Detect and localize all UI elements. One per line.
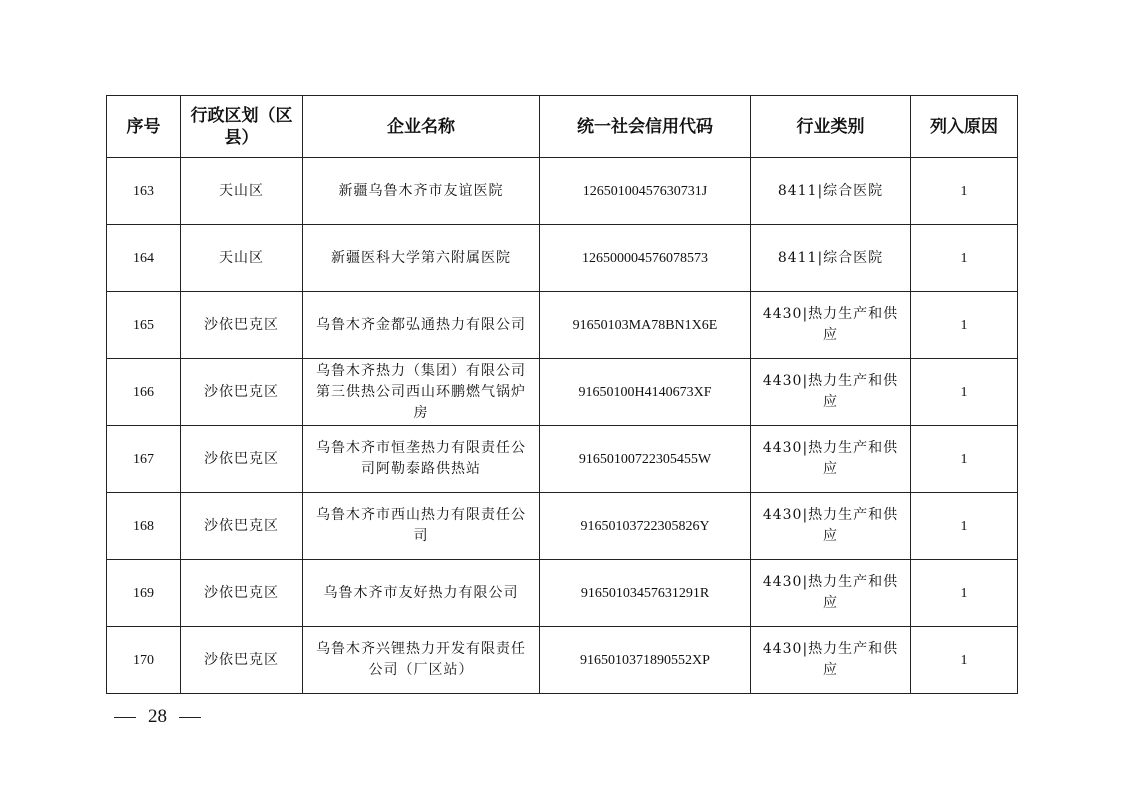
row-reason: 1 [911, 158, 1018, 225]
table-row [107, 493, 1018, 560]
row-industry: 4430|热力生产和供应 [751, 359, 911, 426]
row-industry: 8411|综合医院 [751, 225, 911, 292]
header-index: 序号 [107, 96, 181, 158]
row-index: 169 [107, 560, 181, 627]
row-reason: 1 [911, 225, 1018, 292]
row-credit-code: 91650100722305455W [540, 426, 751, 493]
row-credit-code: 12650100457630731J [540, 158, 751, 225]
row-company: 新疆乌鲁木齐市友谊医院 [303, 158, 540, 225]
row-reason: 1 [911, 426, 1018, 493]
page-number: 28 [148, 706, 167, 727]
row-company: 乌鲁木齐兴锂热力开发有限责任公司（厂区站） [303, 627, 540, 694]
footer-dash-right [179, 717, 201, 718]
table-row [107, 292, 1018, 359]
row-district: 天山区 [181, 225, 303, 292]
row-index: 166 [107, 359, 181, 426]
row-reason: 1 [911, 292, 1018, 359]
table-row [107, 426, 1018, 493]
row-reason: 1 [911, 359, 1018, 426]
row-district: 沙依巴克区 [181, 359, 303, 426]
row-district: 沙依巴克区 [181, 560, 303, 627]
row-industry: 4430|热力生产和供应 [751, 292, 911, 359]
row-credit-code: 91650103457631291R [540, 560, 751, 627]
row-credit-code: 91650100H4140673XF [540, 359, 751, 426]
table-header-row [107, 96, 1018, 158]
row-company: 新疆医科大学第六附属医院 [303, 225, 540, 292]
table-row [107, 560, 1018, 627]
row-district: 沙依巴克区 [181, 627, 303, 694]
row-district: 沙依巴克区 [181, 426, 303, 493]
row-credit-code: 9165010371890552XP [540, 627, 751, 694]
row-index: 167 [107, 426, 181, 493]
header-company: 企业名称 [303, 96, 540, 158]
row-index: 170 [107, 627, 181, 694]
row-company: 乌鲁木齐市西山热力有限责任公司 [303, 493, 540, 560]
footer-dash-left [114, 717, 136, 718]
row-district: 沙依巴克区 [181, 493, 303, 560]
row-industry: 8411|综合医院 [751, 158, 911, 225]
row-credit-code: 91650103722305826Y [540, 493, 751, 560]
row-district: 沙依巴克区 [181, 292, 303, 359]
row-index: 165 [107, 292, 181, 359]
row-industry: 4430|热力生产和供应 [751, 627, 911, 694]
row-district: 天山区 [181, 158, 303, 225]
header-industry: 行业类别 [751, 96, 911, 158]
row-industry: 4430|热力生产和供应 [751, 493, 911, 560]
row-index: 168 [107, 493, 181, 560]
header-district: 行政区划（区县） [181, 96, 303, 158]
row-company: 乌鲁木齐金都弘通热力有限公司 [303, 292, 540, 359]
row-reason: 1 [911, 493, 1018, 560]
header-reason: 列入原因 [911, 96, 1018, 158]
enterprise-table [106, 95, 1018, 694]
row-company: 乌鲁木齐市恒垄热力有限责任公司阿勒泰路供热站 [303, 426, 540, 493]
row-company: 乌鲁木齐市友好热力有限公司 [303, 560, 540, 627]
row-index: 163 [107, 158, 181, 225]
row-reason: 1 [911, 560, 1018, 627]
table-row [107, 627, 1018, 694]
row-industry: 4430|热力生产和供应 [751, 560, 911, 627]
row-industry: 4430|热力生产和供应 [751, 426, 911, 493]
page-footer [114, 706, 201, 728]
table-row [107, 225, 1018, 292]
header-credit-code: 统一社会信用代码 [540, 96, 751, 158]
row-credit-code: 91650103MA78BN1X6E [540, 292, 751, 359]
row-credit-code: 126500004576078573 [540, 225, 751, 292]
row-company: 乌鲁木齐热力（集团）有限公司第三供热公司西山环鹏燃气锅炉房 [303, 359, 540, 426]
row-reason: 1 [911, 627, 1018, 694]
table-row [107, 158, 1018, 225]
table-row [107, 359, 1018, 426]
row-index: 164 [107, 225, 181, 292]
